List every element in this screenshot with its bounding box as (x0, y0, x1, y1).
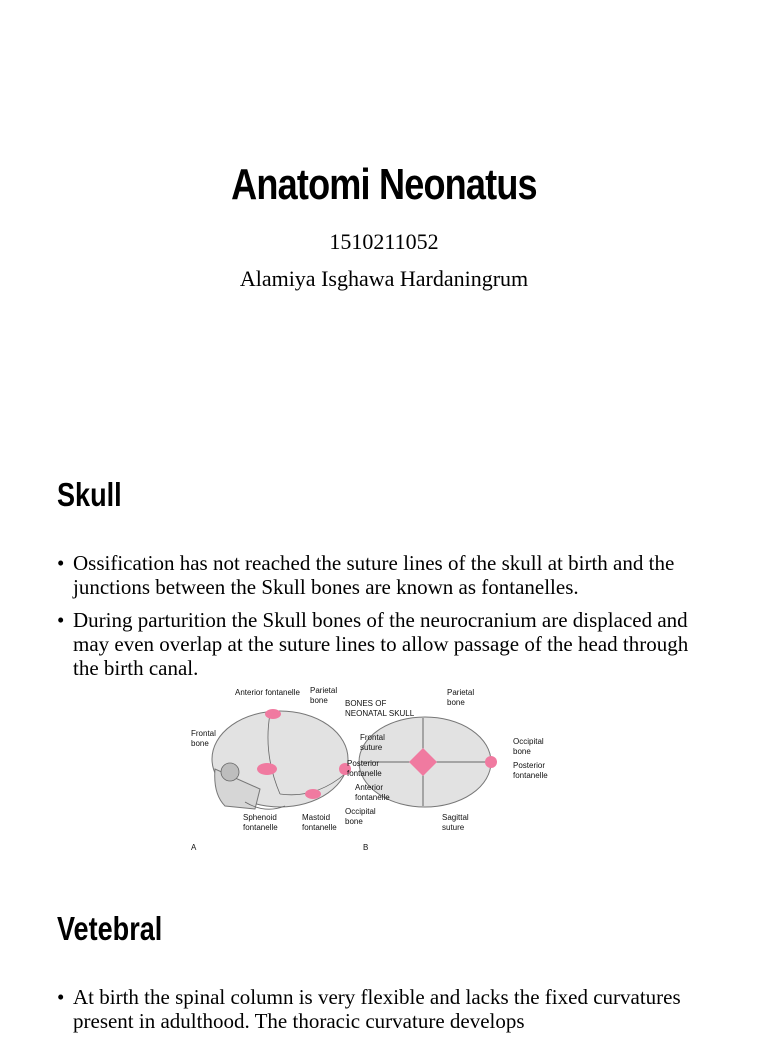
skull-heading: Skull (57, 476, 122, 513)
label-bone-frontal: bone (191, 739, 209, 748)
neonatal-skull-figure (185, 684, 555, 856)
label-parietal-b: Parietal (447, 688, 475, 697)
label-anterior-b: Anterior (355, 783, 384, 792)
label-bone-occipital-b: bone (513, 747, 531, 756)
vertebral-heading: Vetebral (57, 910, 163, 947)
student-id: 1510211052 (329, 229, 439, 254)
label-frontal-b: Frontal (360, 733, 385, 742)
label-bone-a: bone (310, 696, 328, 705)
label-panel-b: B (363, 843, 369, 852)
vertebral-bullet-list (57, 985, 717, 1042)
label-bone-b: bone (447, 698, 465, 707)
lateral-skull-drawing (212, 709, 351, 809)
label-fontanelle-sphenoid: fontanelle (243, 823, 278, 832)
label-bone-occipital-a: bone (345, 817, 363, 826)
label-anterior-fontanelle: Anterior fontanelle (235, 688, 300, 697)
label-fontanelle-anterior-b: fontanelle (355, 793, 390, 802)
figure-title-2: NEONATAL SKULL (345, 709, 415, 718)
author-name: Alamiya Isghawa Hardaningrum (239, 266, 529, 291)
label-occipital-b: Occipital (513, 737, 544, 746)
list-item: • During parturition the Skull bones of the neurocranium are displaced and may even overlap at the suture lines to allow passage of the head through the birth canal. (57, 608, 717, 680)
label-fontanelle-mastoid: fontanelle (302, 823, 337, 832)
label-posterior-b: Posterior (513, 761, 546, 770)
label-suture-sagittal: suture (442, 823, 465, 832)
list-item: • At birth the spinal column is very flexible and lacks the fixed curvatures present in adulthood. The thoracic curvature develops (57, 985, 717, 1033)
figure-title-1: BONES OF (345, 699, 387, 708)
label-parietal-a: Parietal (310, 686, 338, 695)
list-item: • Ossification has not reached the suture lines of the skull at birth and the junctions between the Skull bones are known as fontanelles. (57, 551, 717, 599)
label-panel-a: A (191, 843, 197, 852)
label-posterior-a: Posterior (347, 759, 380, 768)
label-fontanelle-posterior-b: fontanelle (513, 771, 548, 780)
label-sagittal: Sagittal (442, 813, 469, 822)
label-sphenoid: Sphenoid (243, 813, 277, 822)
skull-bullet-list (57, 551, 717, 701)
label-suture-frontal: suture (360, 743, 383, 752)
label-frontal-a: Frontal (191, 729, 216, 738)
slide-title: Anatomi Neonatus (231, 160, 537, 209)
label-fontanelle-posterior-a: fontanelle (347, 769, 382, 778)
label-mastoid: Mastoid (302, 813, 331, 822)
label-occipital-a: Occipital (345, 807, 376, 816)
